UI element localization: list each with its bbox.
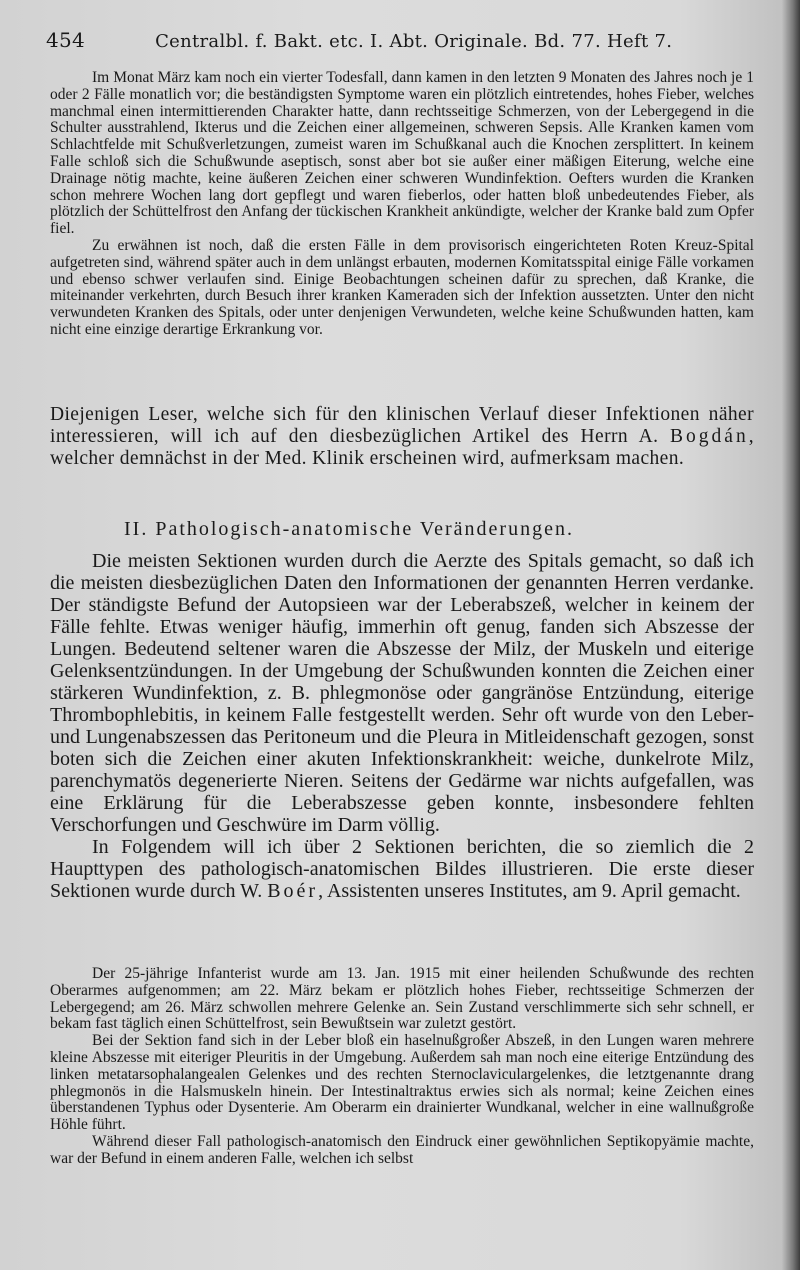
section-1	[50, 70, 754, 339]
section-2	[50, 518, 754, 541]
section-2-body	[50, 550, 754, 902]
paragraph-clinical-course: Im Monat März kam noch ein vierter Todesfall, dann kamen in den letzten 9 Monaten des Jahres noch je 1 oder 2 Fälle monatlich vor; die beständigsten Symptome waren ein plötzlich eintretendes, hohes Fieber, welches manchmal einen intermittierenden Charakter hatte, dann rechtsseitige Schmerzen, von der Lebergegend in die Schulter ausstrahlend, Ikterus und die Zeichen einer allgemeinen, schweren Sepsis. Alle Kranken kamen vom Schlachtfelde mit Schußverletzungen, zumeist waren im Schußkanal auch die Knochen zersplittert. In keinem Falle schloß sich die Schußwunde aseptisch, sonst aber bot sie außer einer mäßigen Eiterung, welche eine Drainage nötig machte, keine äußeren Zeichen einer schweren Wundinfektion. Oefters wurden die Kranken schon mehrere Wochen lang dort gepflegt und waren fieberlos, oder hatten bloß unbedeutendes Fieber, als plötzlich der Schüttelfrost den Anfang der tückischen Krankheit ankündigte, welcher der Kranke bald zum Opfer fiel.	[50, 69, 754, 238]
journal-citation: Centralbl. f. Bakt. etc. I. Abt. Originale. Bd. 77. Heft 7.	[155, 31, 673, 52]
case-report	[50, 966, 754, 1168]
running-header	[46, 28, 736, 52]
paragraph-patient-history: Der 25-jährige Infanterist wurde am 13. Jan. 1915 mit einer heilenden Schußwunde des rechten Oberarmes aufgenommen; am 22. März bekam er plötzlich hohes Fieber, rechtsseitige Schmerzen der Lebergegend; am 26. März schwollen mehrere Gelenke an. Sein Zustand verschlimmerte sich sehr schnell, er bekam fast täglich einen Schüttelfrost, sein Bewußtsein war zuletzt gestört.	[50, 965, 754, 1033]
paragraph-two-sections: In Folgendem will ich über 2 Sektionen berichten, die so ziemlich die 2 Haupttypen des pathologisch-anatomischen Bildes illustrieren. Die erste dieser Sektionen wurde durch W. Boér, Assistenten unseres Institutes, am 9. April gemacht.	[50, 836, 754, 902]
author-name-bogdan: Bogdán	[670, 426, 749, 447]
paragraph-hospital-cases: Zu erwähnen ist noch, daß die ersten Fälle in dem provisorisch eingerichteten Roten Kreuz-Spital aufgetreten sind, während später auch in dem unlängst erbauten, modernen Komitatsspital einige Fälle vorkamen und ebenso schwer verlaufen sind. Einige Beobachtungen scheinen dafür zu sprechen, daß Kranke, die miteinander verkehrten, durch Besuch ihrer kranken Kameraden sich der Infektion aussetzten. Unter den nicht verwundeten Kranken des Spitals, oder unter denjenigen Verwundeten, welche keine Schußwunden hatten, kam nicht eine einzige derartige Erkrankung vor.	[50, 236, 754, 338]
paragraph-second-case: Während dieser Fall pathologisch-anatomisch den Eindruck einer gewöhnlichen Septikopyämie machte, war der Befund in einem anderen Falle, welchen ich selbst	[50, 1132, 754, 1167]
section-heading: II. Pathologisch-anatomische Veränderungen.	[124, 518, 574, 540]
reader-note	[50, 404, 754, 470]
paragraph-autopsy-findings: Die meisten Sektionen wurden durch die Aerzte des Spitals gemacht, so daß ich die meisten diesbezüglichen Daten den Informationen der genannten Herren verdanke. Der ständigste Befund der Autopsieen war der Leberabszeß, welcher in keinem der Fälle fehlte. Etwas weniger häufig, immerhin oft genug, fanden sich Abszesse der Lungen. Bedeutend seltener waren die Abszesse der Milz, der Muskeln und eiterige Gelenksentzündungen. In der Umgebung der Schußwunden konnten die Zeichen einer stärkeren Wundinfektion, z. B. phlegmonöse oder gangränöse Entzündung, eiterige Thrombophlebitis, in keinem Falle festgestellt werden. Sehr oft wurde von den Leber- und Lungenabszessen das Peritoneum und die Pleura in Mitleidenschaft gezogen, sonst boten sich die Zeichen einer akuten Infektionskrankheit: weiche, dunkelrote Milz, parenchymatös degenerierte Nieren. Seitens der Gedärme war nichts aufgefallen, was eine Erklärung für die Leberabszesse geben konnte, insbesondere fehlten Verschorfungen und Geschwüre im Darm völlig.	[50, 550, 754, 836]
author-name-boer: Boér	[267, 880, 319, 902]
page-number: 454	[46, 28, 86, 52]
book-spine-shadow	[782, 0, 800, 1270]
paragraph-sektion-findings: Bei der Sektion fand sich in der Leber bloß ein haselnußgroßer Abszeß, in den Lungen waren mehrere kleine Abszesse mit eiteriger Pleuritis in der Umgebung. Außerdem sah man noch eine eiterige Entzündung des linken metatarsophalangealen Gelenkes und des rechten Sternoclaviculargelenkes, die letztgenannte drang phlegmonös in die Halsmuskeln hinein. Der Intestinaltraktus erwies sich als normal; keine Zeichen eines überstandenen Typhus oder Dysenterie. Am Oberarm ein drainierter Wundkanal, welcher in eine wallnußgroße Höhle führt.	[50, 1032, 754, 1134]
paragraph-reader-reference: Diejenigen Leser, welche sich für den klinischen Verlauf dieser Infektionen näher interessieren, will ich auf den diesbezüglichen Artikel des Herrn A. Bogdán, welcher demnächst in der Med. Klinik erscheinen wird, aufmerksam machen.	[50, 404, 754, 469]
